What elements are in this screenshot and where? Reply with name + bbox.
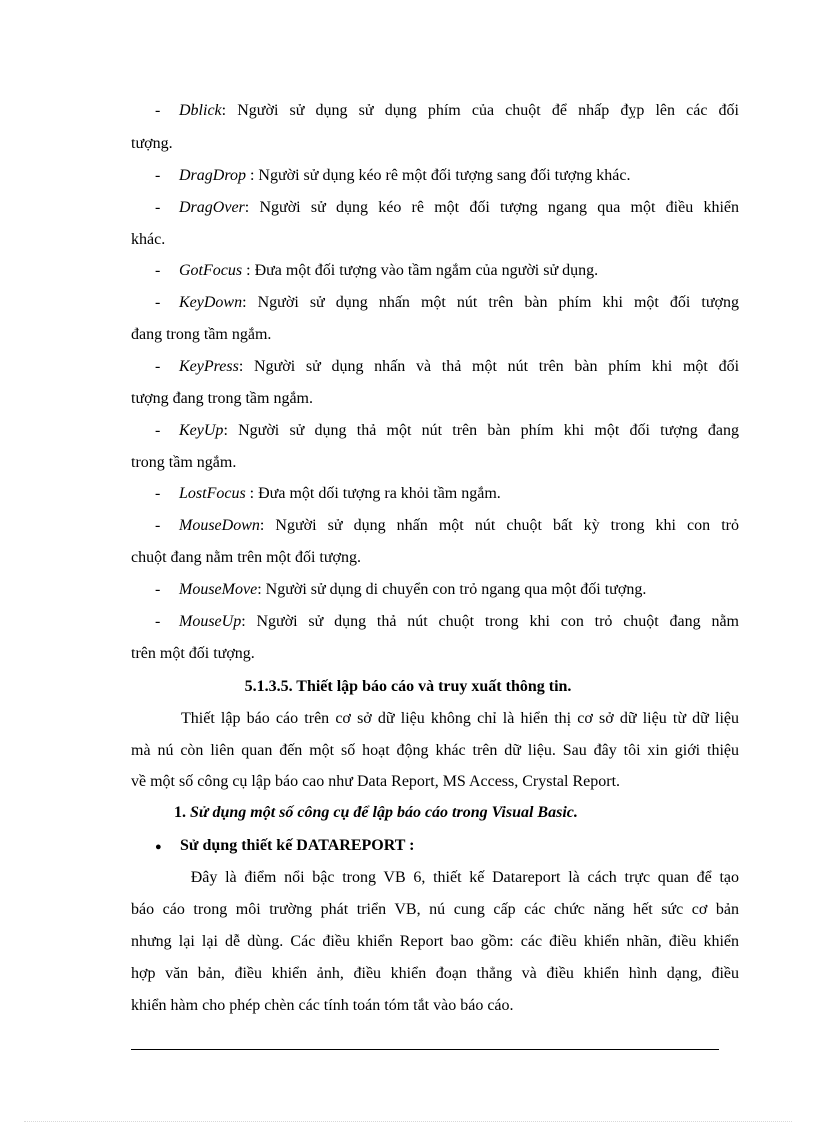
event-mousedown: - MouseDown: Người sử dụng nhấn một nút chuột bất kỳ trong khi con trỏ [131,516,739,536]
list-dash: - [155,262,161,279]
event-description: Đưa một dối tượng ra khỏi tầm ngắm. [258,485,501,502]
list-dash: - [155,199,161,216]
event-lostfocus: - LostFocus : Đưa một dối tượng ra khỏi tầm ngắm. [131,484,739,504]
event-term: KeyUp [179,422,224,439]
event-dragdrop: - DragDrop : Người sử dụng kéo rê một đối tượng sang đối tượng khác. [131,166,739,186]
subheading-text: Sử dụng một số công cụ để lập báo cáo trong Visual Basic. [190,804,578,821]
event-gotfocus: - GotFocus : Đưa một đối tượng vào tầm ngắm của người sử dụng. [131,261,739,281]
subheading-number: 1. [174,804,186,821]
intro-line-3: về một số công cụ lập báo cao như Data Report, MS Access, Crystal Report. [131,773,621,790]
event-description: Đưa một đối tượng vào tầm ngắm của người sử dụng. [254,262,599,279]
event-keyup-cont: trong tầm ngắm. [131,454,237,471]
list-dash: - [155,485,161,502]
event-term: DragOver [179,199,245,216]
list-dash: - [155,294,161,311]
event-mousedown-cont: chuột đang nằm trên một đối tượng. [131,549,361,566]
event-description: Người sử dụng thả một nút trên bàn phím khi một đối tượng đang [238,422,740,439]
event-term: KeyPress [179,358,239,375]
event-keyup: - KeyUp: Người sử dụng thả một nút trên bàn phím khi một đối tượng đang [131,421,739,441]
event-dragover: - DragOver: Người sử dụng kéo rê một đối tượng ngang qua một điều khiển [131,198,739,218]
event-keypress: - KeyPress: Người sử dụng nhấn và thả một nút trên bàn phím khi một đối [131,357,739,377]
event-keypress-cont: tượng đang trong tầm ngắm. [131,390,313,407]
event-term: DragDrop [179,167,246,184]
body-line-3: nhưng lại lại dễ dùng. Các điều khiển Report bao gồm: các điều khiển nhãn, điều khiển [131,933,739,950]
event-description: Người sử dụng sử dụng phím của chuột để nhấp đỵp lên các đối [237,102,740,119]
list-dash: - [155,358,161,375]
event-keydown-cont: đang trong tầm ngắm. [131,326,272,343]
event-term: GotFocus [179,262,243,279]
intro-line-2: mà nú còn liên quan đến một số hoạt động khác trên dữ liệu. Sau đây tôi xin giới thiệu [131,742,739,759]
body-line-2: báo cáo trong môi trường phát triển VB, nú cung cấp các chức năng hết sức cơ bản [131,901,739,918]
body-line-1: Đây là điểm nổi bậc trong VB 6, thiết kế Datareport là cách trực quan để tạo [183,869,739,886]
event-term: KeyDown [179,294,243,311]
event-term: LostFocus [179,485,246,502]
list-dash: - [155,581,161,598]
subheading [174,803,578,823]
list-dash: - [155,613,161,630]
event-description: Người sử dụng kéo rê một đối tượng ngang qua một điều khiển [259,199,740,216]
event-keydown: - KeyDown: Người sử dụng nhấn một nút trên bàn phím khi một đối tượng [131,293,739,313]
page-edge-divider [24,1121,792,1122]
list-dash: - [155,102,161,119]
event-description: Người sử dụng nhấn và thả một nút trên bàn phím khi một đối [254,358,740,375]
list-dash: - [155,517,161,534]
event-term: MouseDown [179,517,260,534]
intro-line-1: Thiết lập báo cáo trên cơ sở dữ liệu không chỉ là hiển thị cơ sở dữ liệu từ dữ liệu [181,710,739,727]
bullet-text: Sử dụng thiết kế DATAREPORT : [180,837,415,854]
event-dragover-cont: khác. [131,231,166,248]
event-dblick-cont: tượng. [131,135,173,152]
event-mouseup-cont: trên một đối tượng. [131,645,255,662]
event-dblick: - Dblick: Người sử dụng sử dụng phím của chuột để nhấp đỵp lên các đối [131,101,739,121]
event-mousemove: - MouseMove: Người sử dụng di chuyển con trỏ ngang qua một đối tượng. [131,580,739,600]
event-mouseup: - MouseUp: Người sử dụng thả nút chuột trong khi con trỏ chuột đang nằm [131,612,739,632]
body-line-5: khiển hàm cho phép chèn các tính toán tóm tắt vào báo cáo. [131,997,514,1014]
footer-rule [131,1049,719,1050]
event-term: MouseUp [179,613,242,630]
event-description: Người sử dụng thả nút chuột trong khi con trỏ chuột đang nằm [256,613,740,630]
bullet-item [155,836,414,857]
section-heading: 5.1.3.5. Thiết lập báo cáo và truy xuất thông tin. [244,678,572,695]
event-description: Người sử dụng nhấn một nút trên bàn phím khi một đối tượng [257,294,739,311]
body-line-4: hợp văn bản, điều khiển ảnh, điều khiển đoạn thẳng và điều khiển hình dạng, điều [131,965,739,982]
bullet-icon: ● [155,841,162,853]
event-description: Người sử dụng kéo rê một đối tượng sang đối tượng khác. [258,167,631,184]
list-dash: - [155,422,161,439]
event-term: Dblick [179,102,222,119]
list-dash: - [155,167,161,184]
event-description: Người sử dụng nhấn một nút chuột bất kỳ trong khi con trỏ [275,517,740,534]
event-description: Người sử dụng di chuyển con trỏ ngang qua một đối tượng. [265,581,647,598]
event-term: MouseMove [179,581,258,598]
